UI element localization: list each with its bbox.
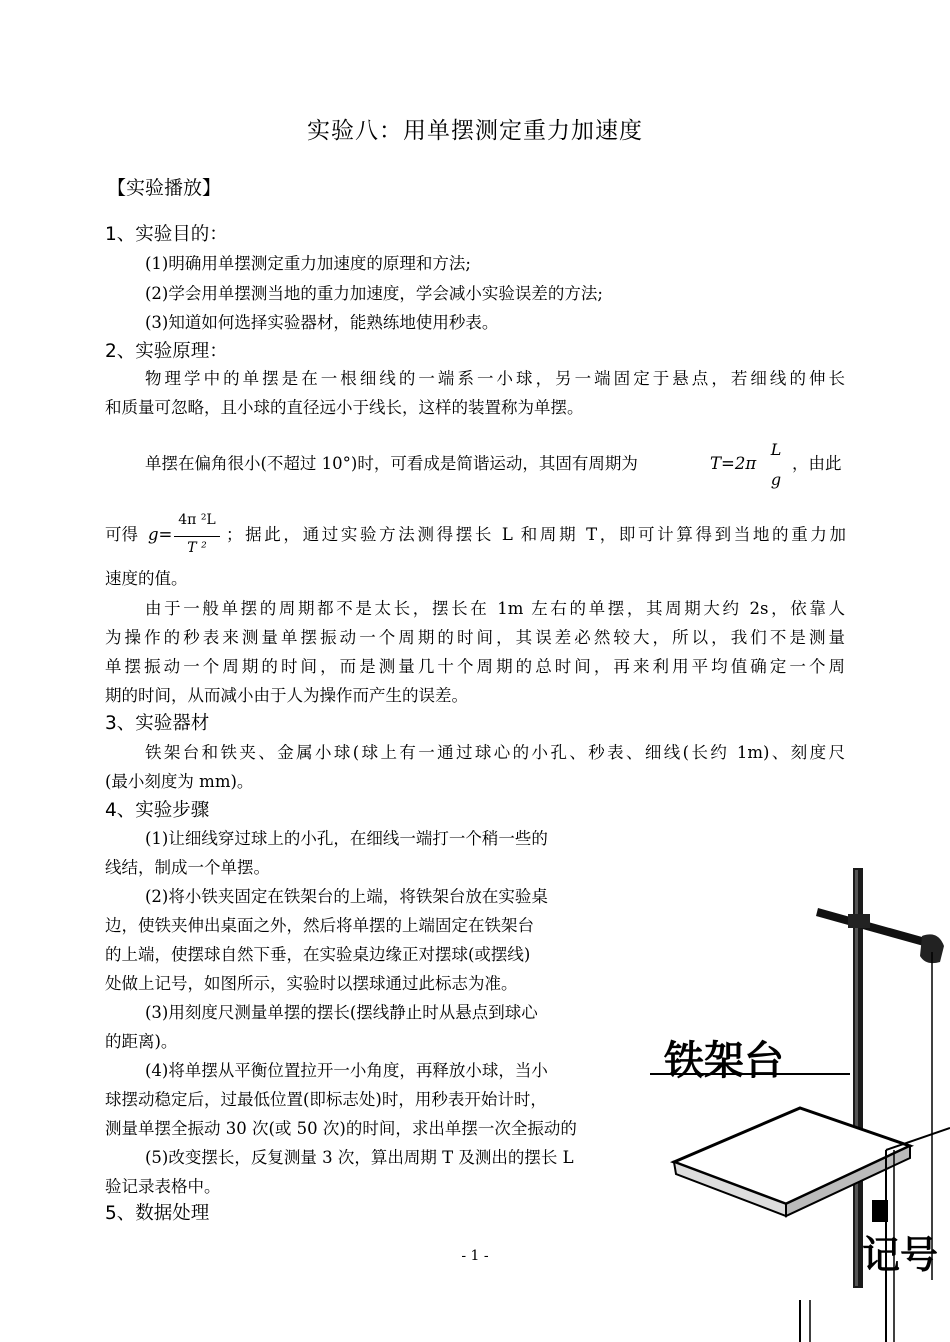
stand-base	[674, 1108, 910, 1204]
step-line-2: 线结，制成一个单摆。	[105, 858, 270, 877]
principle-para-line-2: 为操作的秒表来测量单摆振动一个周期的时间，其误差必然较大，所以，我们不是测量	[105, 628, 845, 647]
heading-purpose: 1、实验目的：	[105, 224, 228, 245]
formula-cont: 速度的值。	[105, 569, 188, 588]
principle-period-text: 单摆在偏角很小(不超过 10°)时，可看成是简谐运动，其固有周期为	[145, 454, 638, 473]
step-line-6: 处做上记号，如图所示，实验时以摆球通过此标志为准。	[105, 974, 518, 993]
principle-line-1: 物理学中的单摆是在一根细线的一端系一小球，另一端固定于悬点，若细线的伸长	[145, 369, 845, 388]
heading-data: 5、数据处理	[105, 1203, 210, 1224]
page-title: 实验八：用单摆测定重力加速度	[307, 118, 643, 144]
g-frac-den: T ²	[187, 540, 207, 556]
step-line-12: (5)改变摆长，反复测量 3 次，算出周期 T 及测出的摆长 L	[145, 1148, 574, 1167]
heading-steps: 4、实验步骤	[105, 800, 210, 821]
step-line-7: (3)用刻度尺测量单摆的摆长(摆线静止时从悬点到球心	[145, 1003, 538, 1022]
principle-line-2: 和质量可忽略，且小球的直径远小于线长，这样的装置称为单摆。	[105, 398, 584, 417]
step-line-4: 边，使铁夹伸出桌面之外，然后将单摆的上端固定在铁架台	[105, 916, 534, 935]
formula-lead: 可得	[105, 525, 138, 544]
step-line-9: (4)将单摆从平衡位置拉开一小角度，再释放小球，当小	[145, 1061, 548, 1080]
purpose-item-3: (3)知道如何选择实验器材，能熟练地使用秒表。	[145, 313, 499, 332]
step-line-5: 的上端，使摆球自然下垂，在实验桌边缘正对摆球(或摆线)	[105, 945, 531, 964]
equipment-line-1: 铁架台和铁夹、金属小球(球上有一通过球心的小孔、秒表、细线(长约 1m)、刻度尺	[145, 743, 845, 762]
step-line-13: 验记录表格中。	[105, 1177, 221, 1196]
label-mark: 记号	[862, 1233, 939, 1277]
period-frac-den: g	[770, 470, 782, 489]
principle-para-line-4: 期的时间，从而减小由于人为操作而产生的误差。	[105, 686, 468, 705]
period-post: ，由此	[792, 454, 842, 473]
g-frac-num: 4π ²L	[178, 512, 216, 528]
apparatus-figure	[650, 860, 950, 1342]
step-line-1: (1)让细线穿过球上的小孔，在细线一端打一个稍一些的	[145, 829, 548, 848]
principle-para-line-3: 单摆振动一个周期的时间，而是测量几十个周期的总时间，再来利用平均值确定一个周	[105, 657, 845, 676]
g-frac-bar	[174, 536, 220, 537]
page-number: - 1 -	[461, 1248, 489, 1264]
formula-post: ；据此，通过实验方法测得摆长 L 和周期 T，即可计算得到当地的重力加	[226, 525, 846, 544]
purpose-item-2: (2)学会用单摆测当地的重力加速度，学会减小实验误差的方法;	[145, 284, 603, 303]
step-line-10: 球摆动稳定后，过最低位置(即标志处)时，用秒表开始计时，	[105, 1090, 547, 1109]
heading-equipment: 3、实验器材	[105, 713, 210, 734]
step-line-11: 测量单摆全振动 30 次(或 50 次)的时间，求出单摆一次全振动的	[105, 1119, 577, 1138]
period-frac-num: L	[770, 440, 782, 459]
period-formula: T=2π	[710, 454, 757, 473]
section-heading: 【实验播放】	[107, 177, 222, 199]
step-line-3: (2)将小铁夹固定在铁架台的上端，将铁架台放在实验桌	[145, 887, 548, 906]
label-stand: 铁架台	[664, 1038, 784, 1084]
heading-principle: 2、实验原理：	[105, 341, 228, 362]
step-line-8: 的距离)。	[105, 1032, 178, 1051]
principle-para-line-1: 由于一般单摆的周期都不是太长，摆长在 1m 左右的单摆，其周期大约 2s，依靠人	[145, 599, 845, 618]
purpose-item-1: (1)明确用单摆测定重力加速度的原理和方法;	[145, 254, 471, 273]
g-formula: g=	[148, 525, 173, 544]
equipment-line-2: (最小刻度为 mm)。	[105, 772, 254, 791]
